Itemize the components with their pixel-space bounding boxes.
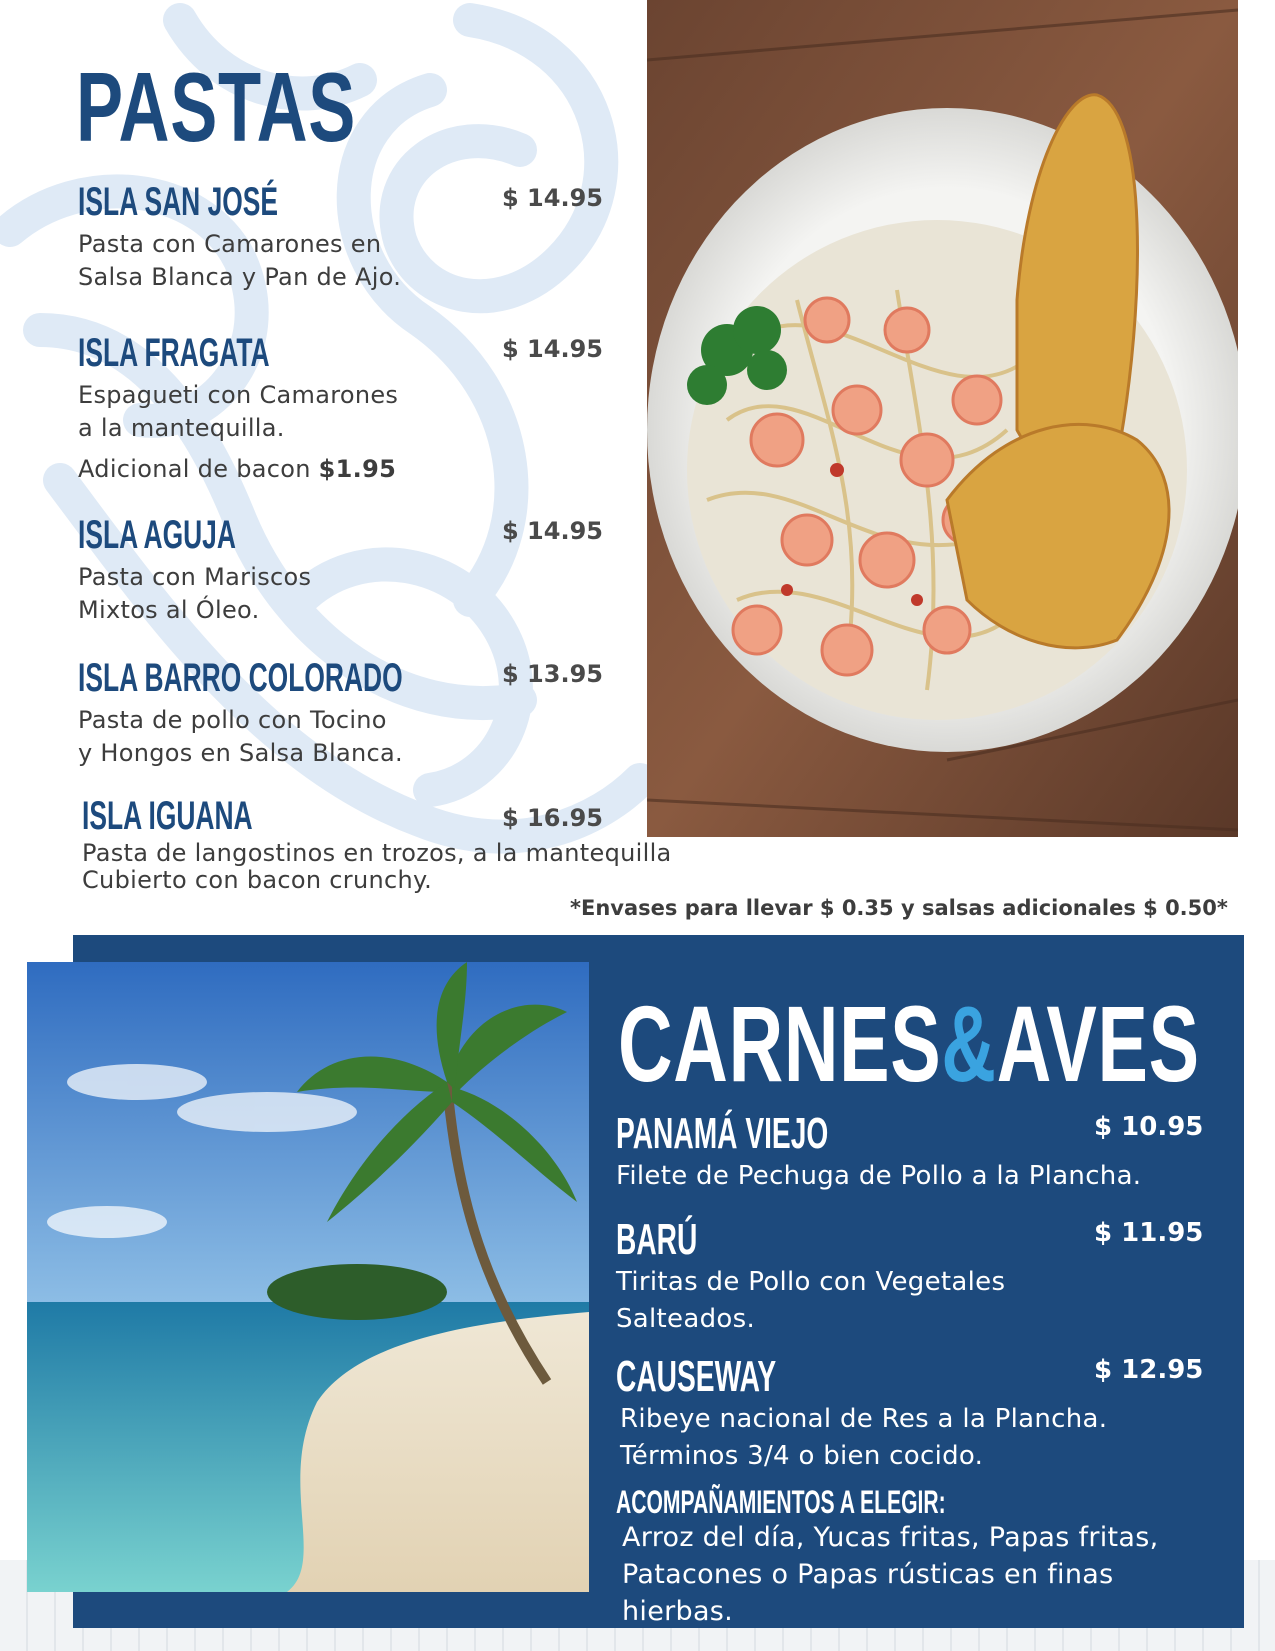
item-description — [616, 1158, 1216, 1195]
desc-line: Filete de Pechuga de Pollo a la Plancha. — [616, 1161, 1142, 1191]
menu-item-isla-san-jose — [78, 180, 603, 294]
desc-line: Espagueti con Camarones — [78, 381, 399, 409]
item-price: $ 14.95 — [502, 335, 603, 363]
pastas-title: PASTAS — [76, 52, 357, 162]
item-price: $ 14.95 — [502, 184, 603, 212]
menu-item-isla-barro-colorado — [78, 656, 603, 770]
extra-price: $1.95 — [318, 455, 397, 483]
item-description — [78, 561, 598, 627]
menu-item-isla-aguja — [78, 513, 603, 627]
item-price: $ 11.95 — [1094, 1218, 1204, 1248]
item-name: PANAMÁ VIEJO — [616, 1109, 829, 1158]
item-description — [78, 228, 598, 294]
desc-line: Términos 3/4 o bien cocido. — [620, 1441, 984, 1471]
desc-line: Pasta con Camarones en — [78, 230, 382, 258]
desc-line: Mixtos al Óleo. — [78, 596, 260, 624]
desc-line: Ribeye nacional de Res a la Plancha. — [620, 1404, 1108, 1434]
item-price: $ 16.95 — [502, 804, 603, 832]
desc-line: Tiritas de Pollo con Vegetales — [616, 1267, 1006, 1297]
item-description — [620, 1401, 1216, 1475]
item-price: $ 13.95 — [502, 660, 603, 688]
sides-line: hierbas. — [622, 1596, 734, 1627]
item-description — [78, 704, 598, 770]
sides-title: ACOMPAÑAMIENTOS A ELEGIR: — [616, 1484, 946, 1520]
sides-list — [622, 1519, 1182, 1630]
menu-item-isla-iguana — [82, 796, 682, 894]
item-price: $ 12.95 — [1094, 1355, 1204, 1385]
item-description — [82, 840, 682, 894]
takeout-note: *Envases para llevar $ 0.35 y salsas adicionales $ 0.50* — [570, 896, 1228, 920]
title-word-aves: AVES — [996, 983, 1200, 1104]
item-name: CAUSEWAY — [616, 1352, 777, 1401]
desc-line: Cubierto con bacon crunchy. — [82, 866, 433, 894]
item-price: $ 14.95 — [502, 517, 603, 545]
item-description — [78, 379, 598, 486]
pasta-dish-photo — [647, 0, 1238, 837]
desc-line: y Hongos en Salsa Blanca. — [78, 739, 403, 767]
menu-item-causeway — [616, 1352, 1216, 1475]
item-name: ISLA IGUANA — [82, 794, 253, 838]
menu-item-panama-viejo — [616, 1109, 1216, 1195]
title-word-carnes: CARNES — [618, 983, 942, 1104]
carnes-aves-title — [618, 983, 1200, 1104]
sides-line: Arroz del día, Yucas fritas, Papas fritas, — [622, 1522, 1159, 1553]
item-name: ISLA SAN JOSÉ — [78, 180, 279, 224]
item-name: ISLA BARRO COLORADO — [78, 656, 403, 700]
desc-line: Pasta de pollo con Tocino — [78, 706, 387, 734]
desc-line: Pasta de langostinos en trozos, a la mantequilla — [82, 839, 672, 867]
desc-line: a la mantequilla. — [78, 414, 285, 442]
item-name: ISLA FRAGATA — [78, 331, 270, 375]
extra-option — [78, 453, 598, 486]
beach-photo — [27, 962, 589, 1592]
item-name: BARÚ — [616, 1215, 698, 1264]
sides-line: Patacones o Papas rústicas en finas — [622, 1559, 1114, 1590]
item-description — [616, 1264, 1216, 1338]
item-name: ISLA AGUJA — [78, 513, 236, 557]
desc-line: Salteados. — [616, 1304, 756, 1334]
title-ampersand: & — [941, 983, 997, 1104]
item-price: $ 10.95 — [1094, 1112, 1204, 1142]
desc-line: Salsa Blanca y Pan de Ajo. — [78, 263, 402, 291]
desc-line: Pasta con Mariscos — [78, 563, 312, 591]
menu-item-isla-fragata — [78, 331, 603, 486]
extra-label: Adicional de bacon — [78, 455, 311, 483]
menu-item-baru — [616, 1215, 1216, 1338]
